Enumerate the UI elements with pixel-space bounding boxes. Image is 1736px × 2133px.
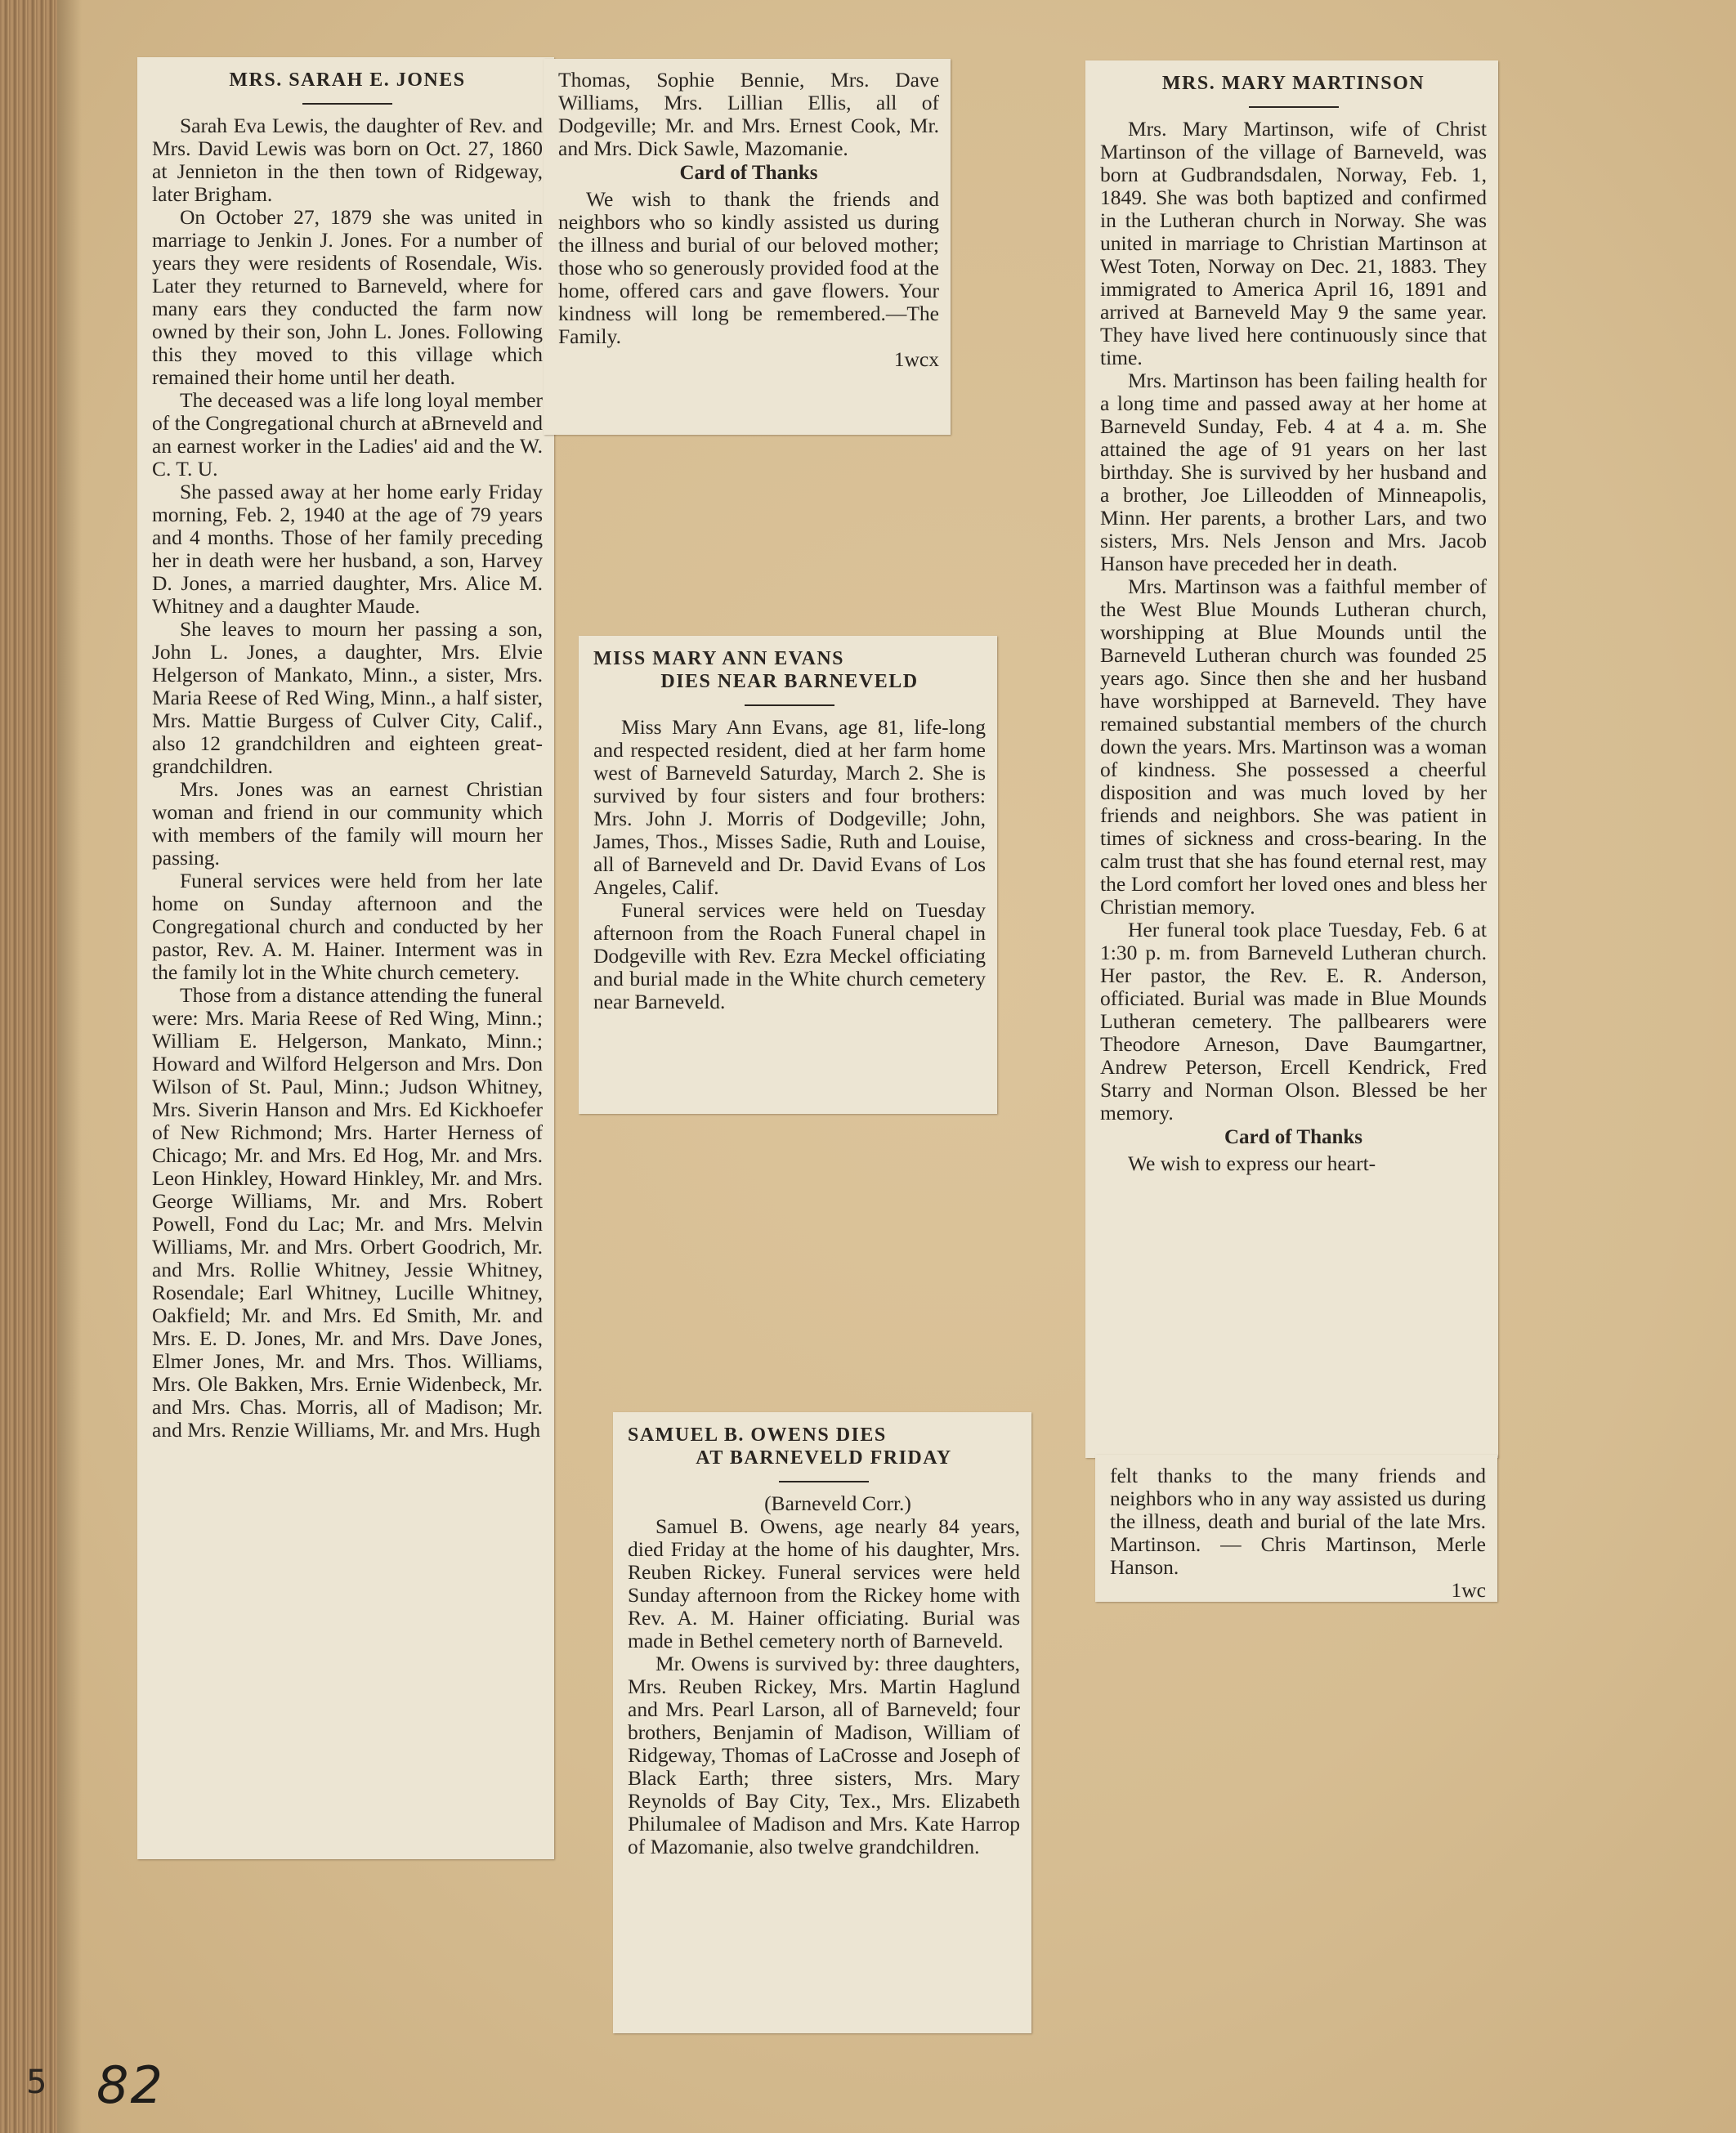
headline-rule bbox=[745, 704, 834, 706]
clipping-martinson-obituary bbox=[1085, 60, 1498, 1458]
paragraph: On October 27, 1879 she was united in marriage to Jenkin J. Jones. For a number of years they were residents of Rosendale, Wis. Later they returned to Barneveld, where for many ears they conducted the farm now owned by their son, John L. Jones. Following this they moved to this village which remained their home until her death. bbox=[152, 205, 543, 389]
headline-owens bbox=[628, 1424, 1020, 1469]
paragraph: Thomas, Sophie Bennie, Mrs. Dave Williams, Mrs. Lillian Ellis, all of Dodgeville; Mr. and Mrs. Ernest Cook, Mr. and Mrs. Dick Sawle, Mazomanie. bbox=[558, 68, 939, 160]
paragraph: She passed away at her home early Friday morning, Feb. 2, 1940 at the age of 79 years and 4 months. Those of her family preceding her in death were her husband, a son, Harvey D. Jones, a married daughter, Mrs. Alice M. Whitney and a daughter Maude. bbox=[152, 480, 543, 618]
paragraph: Miss Mary Ann Evans, age 81, life-long and respected resident, died at her farm home west of Barneveld Saturday, March 2. She is survived by four sisters and four brothers: Mrs. John J. Morris of Dodgeville; John, James, Thos., Misses Sadie, Ruth and Louise, all of Barneveld and Dr. David Evans of Los Angeles, Calif. bbox=[593, 715, 986, 899]
headline-rule bbox=[779, 1481, 869, 1482]
paragraph: The deceased was a life long loyal member of the Congregational church at aBrneveld and an earnest worker in the Ladies' aid and the W. C. T. U. bbox=[152, 388, 543, 481]
paragraph: Those from a distance attending the funeral were: Mrs. Maria Reese of Red Wing, Minn.; William E. Helgerson, Mankato, Minn.; Howard and Wilford Helgerson and Mrs. Don Wilson of St. Paul, Minn.; Judson Whitney, Mrs. Siverin Hanson and Mrs. Ed Kickhoefer of New Richmond; Mrs. Harter Herness of Chicago; Mr. and Mrs. Ed Hog, Mr. and Mrs. Leon Hinkley, Howard Hinkley, Mr. and Mrs. George Williams, Mr. and Mrs. Robert Powell, Fond du Lac; Mr. and Mrs. Melvin Williams, Mr. and Mrs. Orbert Goodrich, Mr. and Mrs. Rollie Whitney, Jessie Whitney, Rosendale; Earl Whitney, Lucille Whitney, Oakfield; Mr. and Mrs. Ed Smith, Mr. and Mrs. E. D. Jones, Mr. and Mrs. Dave Jones, Elmer Jones, Mr. and Mrs. Thos. Williams, Mrs. Ole Bakken, Mrs. Ernie Widenbeck, Mr. and Mrs. Chas. Morris, all of Madison; Mr. and Mrs. Renzie Williams, Mr. and Mrs. Hugh bbox=[152, 983, 543, 1442]
card-of-thanks-title: Card of Thanks bbox=[1224, 1126, 1363, 1148]
paragraph: Mrs. Mary Martinson, wife of Christ Martinson of the village of Barneveld, was born at Gudbrandsdalen, Norway, Feb. 1, 1849. She was both baptized and confirmed in the Lutheran church in Norway. She was united in marriage to Christian Martinson at West Toten, Norway on Dec. 21, 1883. They immigrated to America April 16, 1891 and arrived at Barneveld May 9 the same year. They have lived here continuously since that time. bbox=[1100, 117, 1487, 369]
headline-jones: MRS. SARAH E. JONES bbox=[229, 69, 466, 91]
headline-line-1: MISS MARY ANN EVANS bbox=[593, 648, 845, 669]
paragraph: She leaves to mourn her passing a son, John L. Jones, a daughter, Mrs. Elvie Helgerson of Mankato, Minn., a sister, Mrs. Maria Reese of Red Wing, Minn., a half sister, Mrs. Mattie Burgess of Culver City, Calif., also 12 grandchildren and eighteen great-grandchildren. bbox=[152, 617, 543, 778]
paragraph: Mrs. Martinson was a faithful member of the West Blue Mounds Lutheran church, worshipping at Blue Mounds until the Barneveld Lutheran church was founded 25 years ago. Since then she and her husband have worshipped at Barneveld. They have remained substantial members of the church down the years. Mrs. Martinson was a woman of kindness. She possessed a cheerful disposition and was much loved by her friends and neighbors. She was patient in times of sickness and cross-bearing. In the calm trust that she has found eternal rest, may the Lord comfort her loved ones and bless her Christian memory. bbox=[1100, 575, 1487, 919]
paragraph: Mrs. Martinson has been failing health for a long time and passed away at her home at Barneveld Sunday, Feb. 4 at 4 a. m. She attained the age of 91 years on her last birthday. She is survived by her husband and a brother, Joe Lilleodden of Minneapolis, Minn. Her parents, a brother Lars, and two sisters, Mrs. Nels Jenson and Mrs. Jacob Hanson have preceded her in death. bbox=[1100, 369, 1487, 575]
headline-evans bbox=[593, 647, 986, 693]
clipping-martinson-continuation bbox=[1095, 1455, 1497, 1602]
clipping-owens-obituary bbox=[613, 1412, 1031, 2033]
card-code: 1wcx bbox=[893, 347, 939, 371]
headline-rule bbox=[302, 103, 392, 105]
card-of-thanks-title: Card of Thanks bbox=[679, 162, 818, 184]
edge-mark: 5 bbox=[26, 2064, 47, 2101]
paragraph: Funeral services were held on Tuesday afternoon from the Roach Funeral chapel in Dodgeville with Rev. Ezra Meckel officiating and burial made in the White church cemetery near Barneveld. bbox=[593, 898, 986, 1013]
page-edge bbox=[0, 0, 57, 2133]
clipping-jones-obituary bbox=[137, 57, 554, 1859]
paragraph: We wish to express our heart- bbox=[1128, 1151, 1376, 1175]
headline-line-2: AT BARNEVELD FRIDAY bbox=[696, 1447, 952, 1469]
paragraph: Funeral services were held from her late home on Sunday afternoon and the Congregational church and conducted by her pastor, Rev. A. M. Hainer. Interment was in the family lot in the White church cemetery. bbox=[152, 869, 543, 984]
paragraph: felt thanks to the many friends and neighbors who in any way assisted us during the illness, death and burial of the late Mrs. Martinson. — Chris Martinson, Merle Hanson. bbox=[1110, 1464, 1486, 1579]
card-code: 1wc bbox=[1451, 1578, 1486, 1602]
card-signature-row bbox=[558, 348, 939, 371]
headline-line-2: DIES NEAR BARNEVELD bbox=[660, 671, 919, 692]
paragraph: Sarah Eva Lewis, the daughter of Rev. and Mrs. David Lewis was born on Oct. 27, 1860 at Jennieton in the then town of Ridgeway, later Brigham. bbox=[152, 114, 543, 206]
headline-martinson: MRS. MARY MARTINSON bbox=[1161, 73, 1425, 94]
page-number: 82 bbox=[96, 2055, 164, 2115]
paragraph: Mr. Owens is survived by: three daughters, Mrs. Reuben Rickey, Mrs. Martin Haglund and Mrs. Pearl Larson, all of Barneveld; four brothers, Benjamin of Madison, William of Ridgeway, Thomas of LaCrosse and Joseph of Black Earth; three sisters, Mrs. Mary Reynolds of Bay City, Tex., Mrs. Elizabeth Philumalee of Madison and Mrs. Kate Harrop of Mazomanie, also twelve grandchildren. bbox=[628, 1652, 1020, 1858]
paragraph: Her funeral took place Tuesday, Feb. 6 at 1:30 p. m. from Barneveld Lutheran church. Her pastor, the Rev. E. R. Anderson, officiated. Burial was made in Blue Mounds Lutheran cemetery. The pallbearers were Theodore Arneson, Dave Baumgartner, Andrew Peterson, Ercell Kendrick, Fred Starry and Norman Olson. Blessed be her memory. bbox=[1100, 918, 1487, 1125]
clipping-jones-continuation bbox=[544, 59, 951, 435]
card-signature-row bbox=[1110, 1579, 1486, 1602]
headline-rule bbox=[1249, 106, 1339, 108]
headline-line-1: SAMUEL B. OWENS DIES bbox=[628, 1424, 887, 1446]
paragraph: Mrs. Jones was an earnest Christian woman and friend in our community which with members of the family will mourn her passing. bbox=[152, 777, 543, 870]
paragraph: We wish to thank the friends and neighbors who so kindly assisted us during the illness and burial of our beloved mother; those who so generously provided food at the home, offered cars and gave flowers. Your kindness will long be remembered.—The Family. bbox=[558, 187, 939, 348]
clipping-evans-obituary bbox=[579, 636, 997, 1114]
dateline: (Barneveld Corr.) bbox=[764, 1491, 911, 1515]
paragraph: Samuel B. Owens, age nearly 84 years, died Friday at the home of his daughter, Mrs. Reuben Rickey. Funeral services were held Sunday afternoon from the Rickey home with Rev. A. M. Hainer officiating. Burial was made in Bethel cemetery north of Barneveld. bbox=[628, 1514, 1020, 1652]
page-edge-shadow bbox=[57, 0, 82, 2133]
